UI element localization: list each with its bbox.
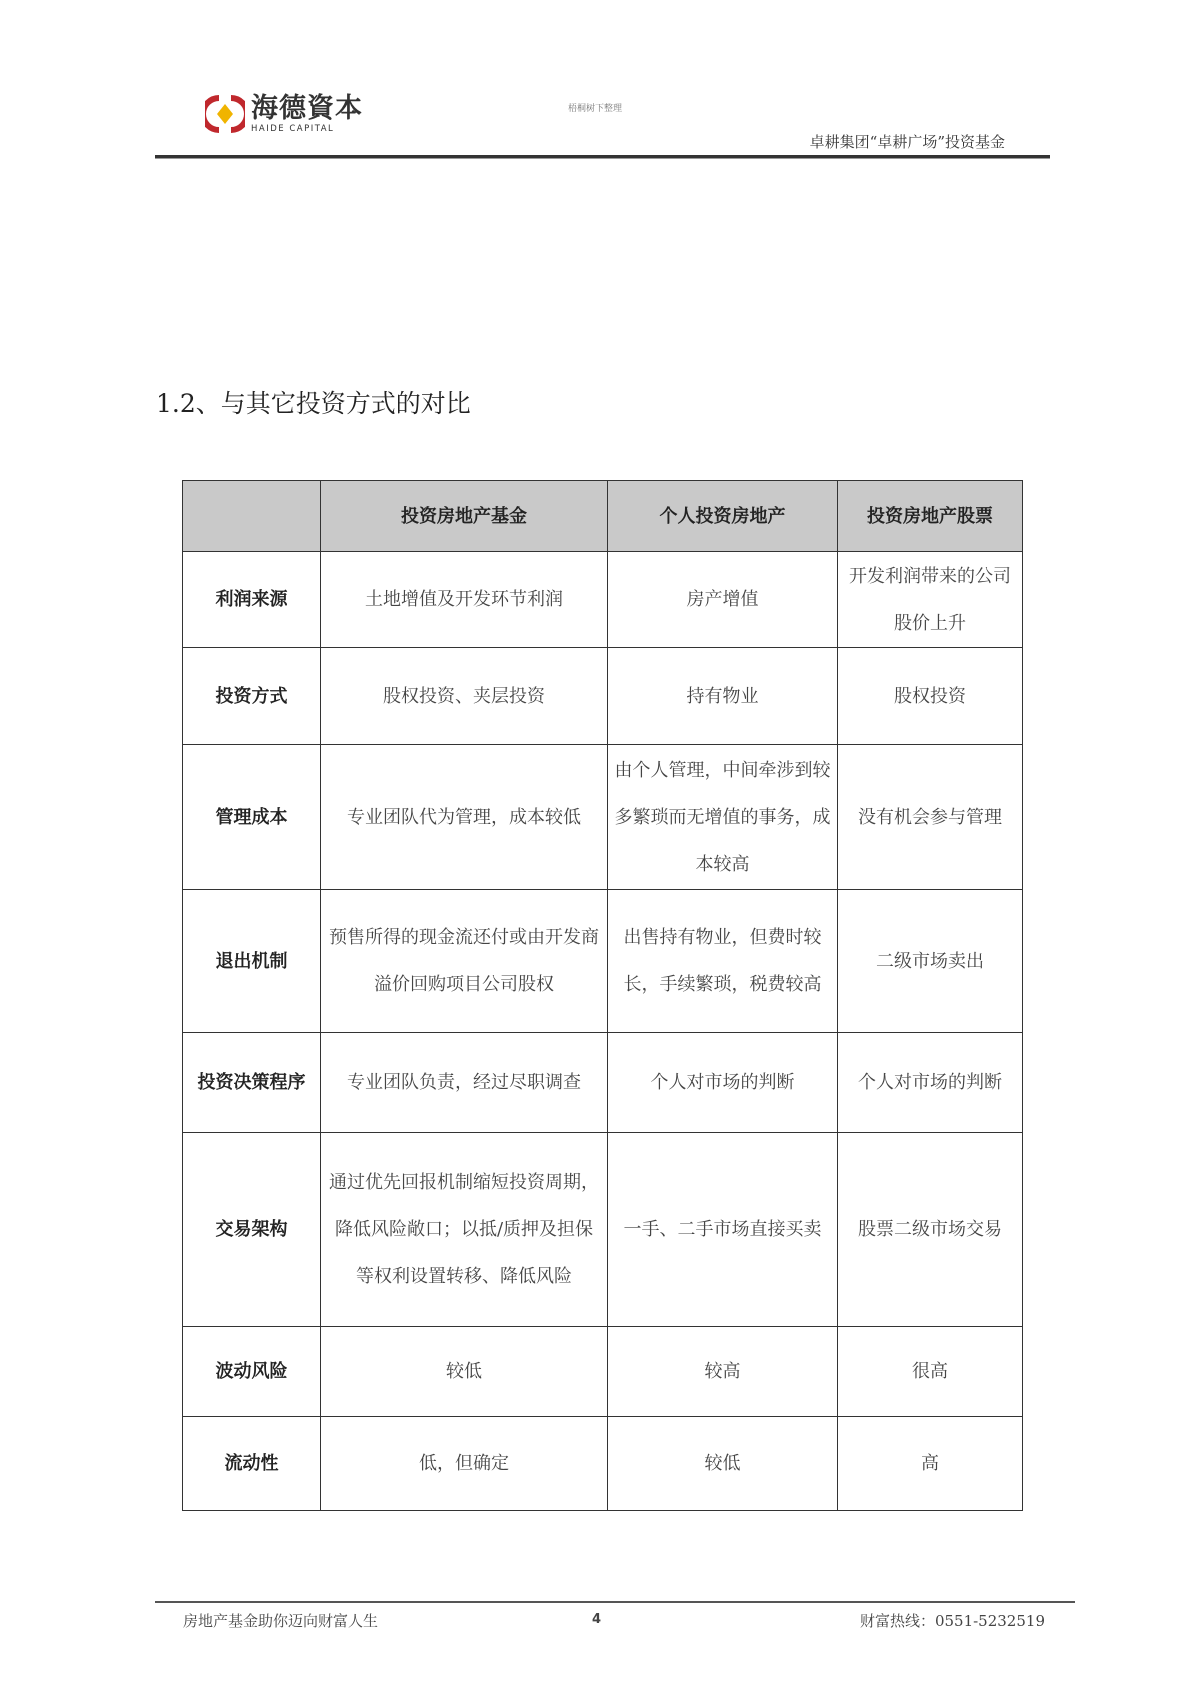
table-cell: 房产增值 bbox=[608, 552, 838, 648]
table-row bbox=[183, 1417, 1023, 1511]
column-header: 个人投资房地产 bbox=[608, 481, 838, 552]
table-row bbox=[183, 552, 1023, 648]
table-cell: 高 bbox=[838, 1417, 1023, 1511]
table-cell: 较低 bbox=[608, 1417, 838, 1511]
table-cell: 出售持有物业，但费时较长，手续繁琐，税费较高 bbox=[608, 890, 838, 1033]
column-header bbox=[183, 481, 321, 552]
column-header: 投资房地产基金 bbox=[321, 481, 608, 552]
table-cell: 股票二级市场交易 bbox=[838, 1133, 1023, 1327]
row-label: 波动风险 bbox=[183, 1327, 321, 1417]
table-cell: 较高 bbox=[608, 1327, 838, 1417]
table-cell: 持有物业 bbox=[608, 648, 838, 745]
row-label: 投资决策程序 bbox=[183, 1033, 321, 1133]
table-row bbox=[183, 1327, 1023, 1417]
table-cell: 个人对市场的判断 bbox=[838, 1033, 1023, 1133]
table-cell: 由个人管理，中间牵涉到较多繁琐而无增值的事务，成本较高 bbox=[608, 745, 838, 890]
company-logo bbox=[205, 94, 363, 134]
row-label: 投资方式 bbox=[183, 648, 321, 745]
row-label: 交易架构 bbox=[183, 1133, 321, 1327]
table-cell: 开发利润带来的公司股价上升 bbox=[838, 552, 1023, 648]
column-header: 投资房地产股票 bbox=[838, 481, 1023, 552]
table-cell: 通过优先回报机制缩短投资周期，降低风险敞口；以抵/质押及担保等权利设置转移、降低风险 bbox=[321, 1133, 608, 1327]
table-cell: 没有机会参与管理 bbox=[838, 745, 1023, 890]
row-label: 退出机制 bbox=[183, 890, 321, 1033]
table-cell: 较低 bbox=[321, 1327, 608, 1417]
section-title: 1.2、与其它投资方式的对比 bbox=[156, 389, 471, 418]
table-cell: 一手、二手市场直接买卖 bbox=[608, 1133, 838, 1327]
table-row bbox=[183, 1133, 1023, 1327]
watermark: 梧桐树下整理 bbox=[568, 104, 623, 114]
table-cell: 股权投资 bbox=[838, 648, 1023, 745]
table-header-row bbox=[183, 481, 1023, 552]
footer-divider bbox=[155, 1601, 1075, 1603]
table-cell: 很高 bbox=[838, 1327, 1023, 1417]
row-label: 管理成本 bbox=[183, 745, 321, 890]
table-cell: 个人对市场的判断 bbox=[608, 1033, 838, 1133]
comparison-table bbox=[182, 480, 1023, 1511]
logo-text-cn: 海德資本 bbox=[251, 93, 363, 124]
table-cell: 预售所得的现金流还付或由开发商溢价回购项目公司股权 bbox=[321, 890, 608, 1033]
document-title: 卓耕集团“卓耕广场”投资基金 bbox=[809, 133, 1005, 151]
row-label: 利润来源 bbox=[183, 552, 321, 648]
table-cell: 股权投资、夹层投资 bbox=[321, 648, 608, 745]
header-divider bbox=[155, 155, 1050, 159]
footer-slogan: 房地产基金助你迈向财富人生 bbox=[183, 1612, 379, 1630]
table-cell: 低，但确定 bbox=[321, 1417, 608, 1511]
table-cell: 土地增值及开发环节利润 bbox=[321, 552, 608, 648]
page-number: 4 bbox=[592, 1612, 602, 1627]
table-row bbox=[183, 648, 1023, 745]
logo-mark-icon bbox=[205, 94, 245, 134]
logo-text-en: HAIDE CAPITAL bbox=[251, 124, 335, 134]
row-label: 流动性 bbox=[183, 1417, 321, 1511]
table-cell: 二级市场卖出 bbox=[838, 890, 1023, 1033]
table-row bbox=[183, 1033, 1023, 1133]
footer-hotline: 财富热线：0551-5232519 bbox=[859, 1612, 1045, 1630]
table-row bbox=[183, 745, 1023, 890]
table-cell: 专业团队代为管理，成本较低 bbox=[321, 745, 608, 890]
table-cell: 专业团队负责，经过尽职调查 bbox=[321, 1033, 608, 1133]
table-row bbox=[183, 890, 1023, 1033]
